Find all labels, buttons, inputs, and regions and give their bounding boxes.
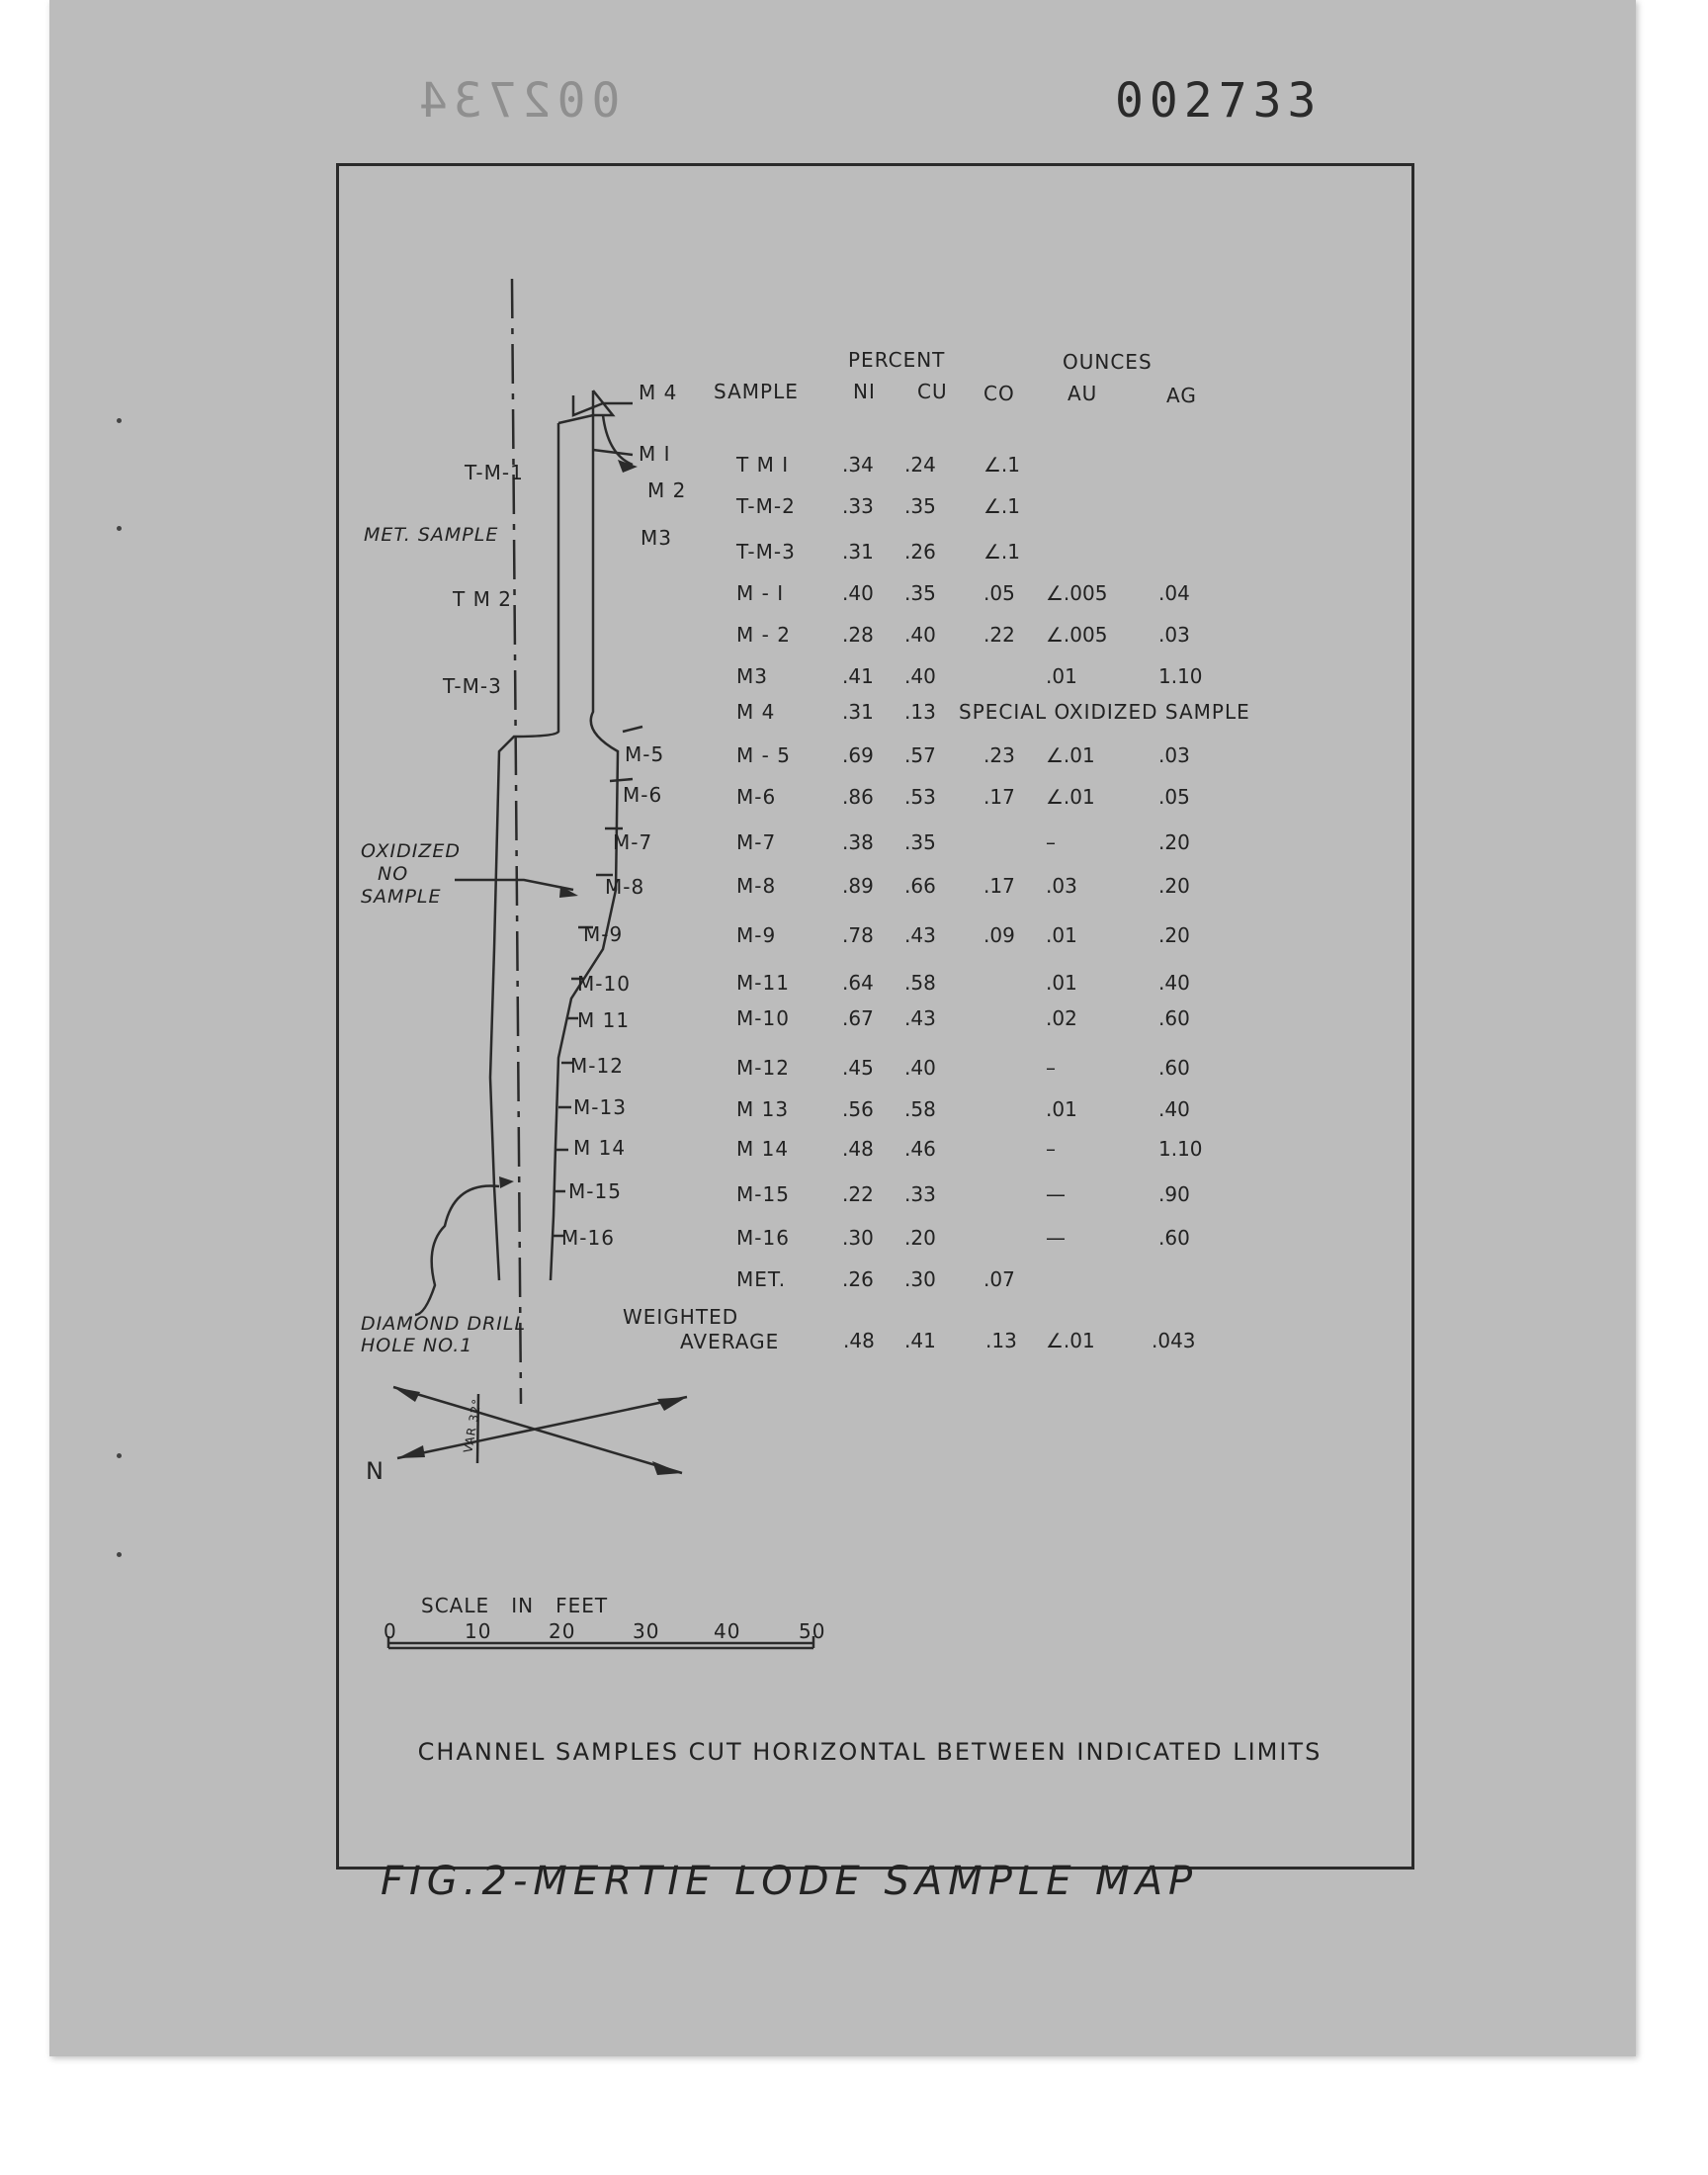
cell-au: – <box>1046 1056 1056 1080</box>
cell-cu: .35 <box>904 581 936 605</box>
cell-sample: M-10 <box>736 1006 790 1030</box>
cell-au: ∠.005 <box>1046 623 1108 647</box>
map-sample-label: M-8 <box>605 875 645 899</box>
cell-ag: .04 <box>1158 581 1190 605</box>
cell-ag: .20 <box>1158 874 1190 898</box>
col-header-sample: SAMPLE <box>714 380 799 403</box>
cell-sample: M - I <box>736 581 785 605</box>
map-sample-label: M-6 <box>623 783 663 807</box>
col-header-ni: NI <box>853 380 876 403</box>
cell-co: ∠.1 <box>983 540 1021 564</box>
cell-ag: .20 <box>1158 830 1190 854</box>
col-header-cu: CU <box>917 380 948 403</box>
header-percent: PERCENT <box>848 348 946 372</box>
m4-hook <box>573 395 633 415</box>
drift-top <box>558 391 613 423</box>
cell-cu: .40 <box>904 1056 936 1080</box>
cell-ni: .30 <box>842 1226 874 1250</box>
cell-ag: .40 <box>1158 971 1190 995</box>
cell-cu: .26 <box>904 540 936 564</box>
cell-ni: .40 <box>842 581 874 605</box>
cell-sample: M-9 <box>736 923 777 947</box>
cell-ni: .64 <box>842 971 874 995</box>
cell-ag: .03 <box>1158 623 1190 647</box>
cell-au: – <box>1046 830 1056 854</box>
cell-au: ∠.01 <box>1046 743 1095 767</box>
cell-sample: M-7 <box>736 830 777 854</box>
map-sample-label: M 2 <box>647 478 687 502</box>
map-sample-label: M-12 <box>570 1054 624 1078</box>
cell-co: .23 <box>983 743 1015 767</box>
cell-sample: M-12 <box>736 1056 790 1080</box>
speck <box>117 418 122 423</box>
cell-ag: 1.10 <box>1158 1137 1203 1161</box>
scale-title: SCALE IN FEET <box>421 1594 609 1617</box>
label-tm3: T-M-3 <box>443 674 502 698</box>
label-drill-line2: HOLE NO.1 <box>361 1335 473 1356</box>
col-header-ag: AG <box>1166 384 1197 407</box>
cell-ni: .48 <box>842 1137 874 1161</box>
cell-sample: T-M-3 <box>736 540 796 564</box>
header-ounces: OUNCES <box>1063 350 1153 374</box>
cell-co: .17 <box>983 874 1015 898</box>
cell-au: .01 <box>1046 664 1077 688</box>
scale-tick-label: 10 <box>465 1619 492 1643</box>
map-sample-label: M-13 <box>573 1095 627 1119</box>
map-sample-label: M 4 <box>639 381 678 404</box>
weighted-label-line2: AVERAGE <box>680 1330 780 1353</box>
cell-co: .22 <box>983 623 1015 647</box>
label-no: NO <box>378 863 409 885</box>
cell-cu: .58 <box>904 971 936 995</box>
cell-sample: M-15 <box>736 1182 790 1206</box>
weighted-cu: .41 <box>904 1329 936 1352</box>
cell-ni: .41 <box>842 664 874 688</box>
cell-cu: .40 <box>904 623 936 647</box>
weighted-au: ∠.01 <box>1046 1329 1095 1352</box>
oxidized-leader <box>455 880 573 890</box>
map-sample-label: M-5 <box>625 742 665 766</box>
drill-hole-leader <box>415 1186 499 1316</box>
map-sample-label: M-10 <box>577 972 631 996</box>
cell-co: .05 <box>983 581 1015 605</box>
weighted-ni: .48 <box>843 1329 875 1352</box>
cell-co: .07 <box>983 1267 1015 1291</box>
cell-cu: .13 <box>904 700 936 724</box>
map-sample-label: M-15 <box>568 1179 622 1203</box>
label-oxidized: OXIDIZED <box>361 840 461 862</box>
cell-cu: .33 <box>904 1182 936 1206</box>
cell-au: ∠.005 <box>1046 581 1108 605</box>
cell-cu: .58 <box>904 1097 936 1121</box>
cell-ni: .26 <box>842 1267 874 1291</box>
scale-tick-label: 30 <box>633 1619 660 1643</box>
map-sample-label: M-9 <box>583 922 624 946</box>
map-sample-label: M I <box>639 442 671 466</box>
m1-leader <box>603 415 633 465</box>
cell-sample: M 14 <box>736 1137 790 1161</box>
cell-ni: .45 <box>842 1056 874 1080</box>
map-sample-label: M-7 <box>613 830 653 854</box>
cell-sample: M - 5 <box>736 743 791 767</box>
north-arrow-line-1 <box>393 1387 682 1473</box>
cell-ni: .67 <box>842 1006 874 1030</box>
cell-sample: M-8 <box>736 874 777 898</box>
cell-cu: .30 <box>904 1267 936 1291</box>
cell-ni: .28 <box>842 623 874 647</box>
cell-au: ∠.01 <box>1046 785 1095 809</box>
cell-sample: M-11 <box>736 971 790 995</box>
cell-ni: .31 <box>842 540 874 564</box>
cell-sample: M-6 <box>736 785 777 809</box>
document-number: 002733 <box>1115 73 1323 129</box>
cell-cu: .57 <box>904 743 936 767</box>
map-sample-label: M3 <box>640 526 672 550</box>
cell-au: .01 <box>1046 1097 1077 1121</box>
cell-cu: .35 <box>904 494 936 518</box>
weighted-co: .13 <box>985 1329 1017 1352</box>
label-met-sample: MET. SAMPLE <box>364 524 499 546</box>
label-tm1: T-M-1 <box>465 461 524 484</box>
cell-ag: .40 <box>1158 1097 1190 1121</box>
cell-cu: .20 <box>904 1226 936 1250</box>
cell-au: .03 <box>1046 874 1077 898</box>
cell-sample: M3 <box>736 664 768 688</box>
cell-cu: .46 <box>904 1137 936 1161</box>
cell-cu: .43 <box>904 923 936 947</box>
cell-au: — <box>1046 1182 1066 1206</box>
cell-ag: .20 <box>1158 923 1190 947</box>
cell-sample: M 4 <box>736 700 776 724</box>
declination-label: VAR 32° <box>461 1397 484 1454</box>
cell-ag: .90 <box>1158 1182 1190 1206</box>
cell-ag: .60 <box>1158 1056 1190 1080</box>
map-sample-label: M-16 <box>561 1226 615 1250</box>
figure-caption: FIG.2-MERTIE LODE SAMPLE MAP <box>381 1859 1199 1904</box>
speck <box>117 526 122 531</box>
channel-note: CHANNEL SAMPLES CUT HORIZONTAL BETWEEN INDICATED LIMITS <box>417 1738 1323 1766</box>
cell-sample: MET. <box>736 1267 787 1291</box>
cell-cu: .35 <box>904 830 936 854</box>
scale-tick-label: 0 <box>384 1619 397 1643</box>
scale-tick-label: 50 <box>799 1619 826 1643</box>
document-number-ghost: 002734 <box>413 73 621 129</box>
cell-ag: 1.10 <box>1158 664 1203 688</box>
label-tm2: T M 2 <box>453 587 512 611</box>
cell-au: – <box>1046 1137 1056 1161</box>
scale-tick-label: 40 <box>714 1619 741 1643</box>
cell-ni: .56 <box>842 1097 874 1121</box>
weighted-ag: .043 <box>1152 1329 1196 1352</box>
cell-sample: M - 2 <box>736 623 791 647</box>
cell-co: ∠.1 <box>983 453 1021 477</box>
cell-sample: T M I <box>736 453 790 477</box>
map-sample-label: M 11 <box>577 1008 631 1032</box>
cell-ag: .03 <box>1158 743 1190 767</box>
map-sample-label: M 14 <box>573 1136 627 1160</box>
cell-ni: .89 <box>842 874 874 898</box>
cell-cu: .24 <box>904 453 936 477</box>
cell-au: .01 <box>1046 971 1077 995</box>
cell-ag: .05 <box>1158 785 1190 809</box>
cell-cu: .40 <box>904 664 936 688</box>
cell-co: ∠.1 <box>983 494 1021 518</box>
cell-cu: .66 <box>904 874 936 898</box>
cell-au: — <box>1046 1226 1066 1250</box>
label-sample: SAMPLE <box>361 886 442 908</box>
cell-cu: .53 <box>904 785 936 809</box>
speck <box>117 1453 122 1458</box>
speck <box>117 1552 122 1557</box>
cell-au: .02 <box>1046 1006 1077 1030</box>
cell-ni: .86 <box>842 785 874 809</box>
weighted-label-line1: WEIGHTED <box>623 1305 739 1329</box>
col-header-co: CO <box>983 382 1015 405</box>
cell-ag: .60 <box>1158 1006 1190 1030</box>
cell-sample: M-16 <box>736 1226 790 1250</box>
cell-ni: .78 <box>842 923 874 947</box>
drift-left-wall <box>490 423 558 1280</box>
cell-remark: SPECIAL OXIDIZED SAMPLE <box>959 700 1250 724</box>
cell-ni: .38 <box>842 830 874 854</box>
scale-tick-label: 20 <box>549 1619 576 1643</box>
cell-cu: .43 <box>904 1006 936 1030</box>
cell-sample: M 13 <box>736 1097 790 1121</box>
cell-ni: .34 <box>842 453 874 477</box>
cell-ag: .60 <box>1158 1226 1190 1250</box>
cell-co: .17 <box>983 785 1015 809</box>
cell-sample: T-M-2 <box>736 494 796 518</box>
label-drill-line1: DIAMOND DRILL <box>361 1313 527 1335</box>
cell-ni: .22 <box>842 1182 874 1206</box>
centerline <box>512 279 521 1404</box>
north-label: N <box>366 1457 384 1485</box>
cell-co: .09 <box>983 923 1015 947</box>
cell-au: .01 <box>1046 923 1077 947</box>
cell-ni: .31 <box>842 700 874 724</box>
cell-ni: .69 <box>842 743 874 767</box>
cell-ni: .33 <box>842 494 874 518</box>
north-arrow-line-2 <box>397 1397 687 1458</box>
col-header-au: AU <box>1068 382 1098 405</box>
